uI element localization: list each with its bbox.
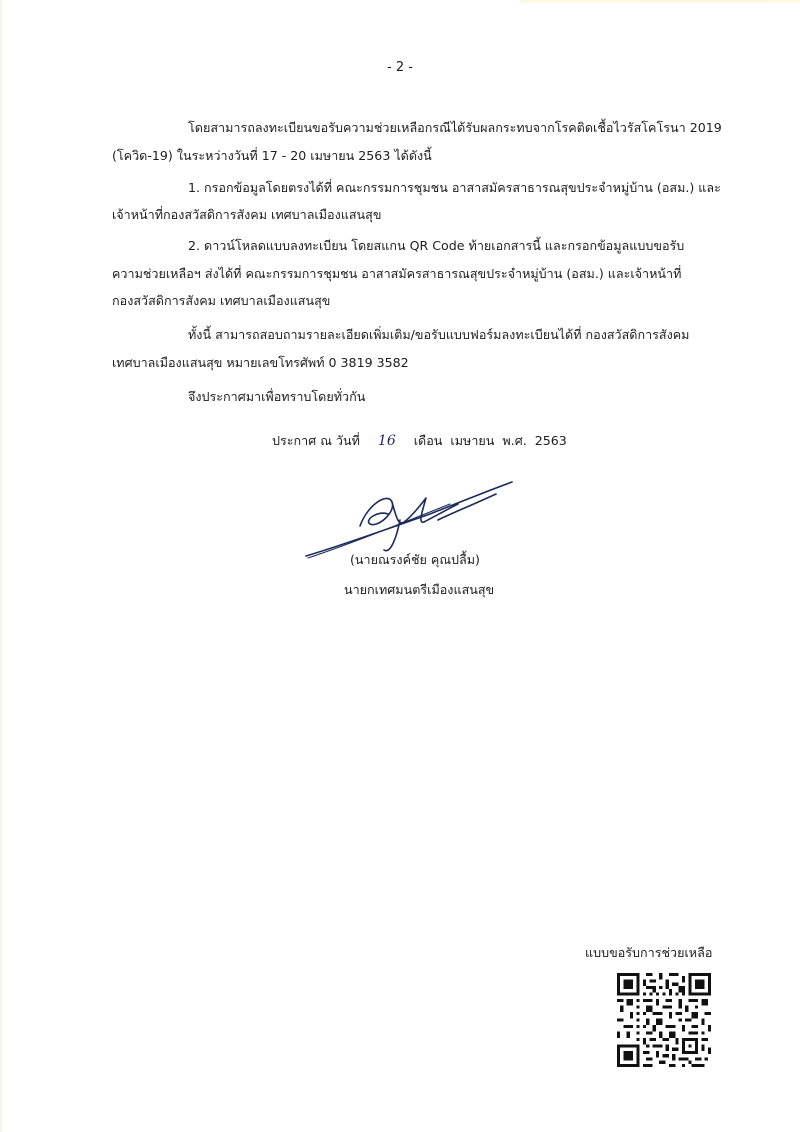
page-number: - 2 - <box>387 60 413 75</box>
paragraph-3-line-1: 2. ดาวน์โหลดแบบลงทะเบียน โดยสแกน QR Code ท้ายเอกสารนี้ และกรอกข้อมูลแบบขอรับ <box>188 238 685 253</box>
paragraph-3-line-2: ความช่วยเหลือฯ ส่งได้ที่ คณะกรรมการชุมชน อาสาสมัครสาธารณสุขประจำหมู่บ้าน (อสม.) และเจ้าหน้าที่ <box>112 266 682 281</box>
page-top-stain <box>520 0 800 4</box>
date-day-handwritten: 16 <box>377 433 396 449</box>
paragraph-4-line-2: เทศบาลเมืองแสนสุข หมายเลขโทรศัพท์ 0 3819 3582 <box>112 355 409 370</box>
qr-code-label: แบบขอรับการช่วยเหลือ <box>585 945 713 960</box>
date-prefix: ประกาศ ณ วันที่ <box>272 433 360 448</box>
paragraph-2-line-1: 1. กรอกข้อมูลโดยตรงได้ที่ คณะกรรมการชุมชน อาสาสมัครสาธารณสุขประจำหมู่บ้าน (อสม.) และ <box>188 180 721 195</box>
announcement-date <box>272 431 567 451</box>
date-month: เมษายน <box>450 433 495 448</box>
page-edge-shadow <box>0 0 4 1132</box>
paragraph-4-line-1: ทั้งนี้ สามารถสอบถามรายละเอียดเพิ่มเติม/ขอรับแบบฟอร์มลงทะเบียนได้ที่ กองสวัสดิการสังคม <box>188 327 690 342</box>
paragraph-1-line-1: โดยสามารถลงทะเบียนขอรับความช่วยเหลือกรณีได้รับผลกระทบจากโรคติดเชื้อไวรัสโคโรนา 2019 <box>188 120 722 135</box>
signature-image <box>300 480 520 560</box>
signatory-name: (นายณรงค์ชัย คุณปลื้ม) <box>350 552 480 567</box>
paragraph-5-line-1: จึงประกาศมาเพื่อทราบโดยทั่วกัน <box>188 389 366 404</box>
date-month-word: เดือน <box>413 433 443 448</box>
date-year: 2563 <box>534 433 567 448</box>
paragraph-3-line-3: กองสวัสดิการสังคม เทศบาลเมืองแสนสุข <box>112 293 331 308</box>
signatory-position: นายกเทศมนตรีเมืองแสนสุข <box>344 582 495 597</box>
qr-code-image[interactable] <box>617 973 711 1067</box>
date-era: พ.ศ. <box>502 433 527 448</box>
paragraph-2-line-2: เจ้าหน้าที่กองสวัสดิการสังคม เทศบาลเมืองแสนสุข <box>112 207 382 222</box>
paragraph-1-line-2: (โควิด-19) ในระหว่างวันที่ 17 - 20 เมษายน 2563 ได้ดังนี้ <box>112 148 432 163</box>
